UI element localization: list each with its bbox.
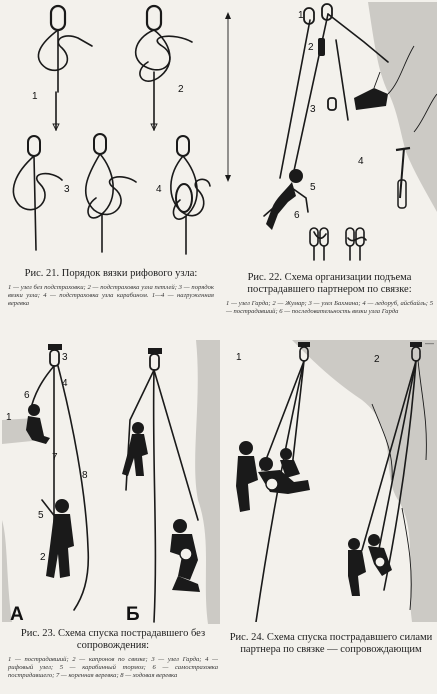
label-1: 1	[6, 412, 12, 423]
label-2: 2	[178, 84, 184, 95]
figure-21-caption	[8, 268, 214, 308]
figure-22-legend: 1 — узел Гарда; 2 — Жумар; 3 — узел Бахмана; 4 — ледоруб, айсбайль; 5 — пострадавший; 6 — последовательность вязки узла Гарда	[226, 300, 433, 315]
carabiner-icon	[28, 136, 40, 156]
carabiner-icon	[94, 134, 106, 154]
carabiner-icon	[147, 6, 161, 30]
label-5: 5	[38, 510, 44, 521]
figure-21-title: Рис. 21. Порядок вязки рифового узла:	[24, 268, 198, 279]
figure-22-title: Рис. 22. Схема организации подъема пострадавшего партнером по связке:	[247, 272, 412, 295]
figure-21-legend: 1 — узел без подстраховки; 2 — подстраховка узла петлей; 3 — порядок вязки узла; 4 — подстраховка узла карабином. 1—4 — нагруженная веревка	[8, 284, 214, 307]
label-2: 2	[374, 354, 380, 365]
boot-icon	[354, 88, 388, 110]
label-7: 7	[52, 452, 58, 463]
label-6: 6	[24, 390, 30, 401]
label-3: 3	[62, 352, 68, 363]
label-4: 4	[156, 184, 162, 195]
figure-23-caption	[8, 628, 218, 680]
rescuer-figure	[42, 499, 74, 578]
victim-figure	[170, 519, 200, 592]
victim-figure	[264, 169, 308, 230]
label-1: 1	[236, 352, 242, 363]
rescuer-figure	[236, 441, 258, 512]
figure-23-legend: 1 — пострадавший; 2 — капронов по связке; 3 — узел Гарда; 4 — рифовый узел; 5 — карабинный тормоз; 6 — самостраховка пострадавшего; 7 — коренная веревка; 8 — ходовая веревка	[8, 656, 218, 679]
figure-23-title: Рис. 23. Схема спуска пострадавшего без сопровождения:	[20, 628, 206, 651]
label-1: 1	[32, 91, 38, 102]
bachmann-knot-icon	[328, 98, 336, 110]
carabiner-icon	[50, 350, 59, 366]
figure-22-caption	[226, 272, 433, 316]
figure-24-caption	[228, 632, 434, 656]
ice-axe-icon	[396, 148, 410, 208]
carabiner-icon	[150, 354, 159, 370]
figure-23-drawing	[2, 340, 220, 624]
label-6: 6	[294, 210, 300, 221]
carabiner-icon	[51, 6, 65, 30]
panel-a-label: А	[10, 604, 24, 624]
climber-figure	[122, 422, 148, 476]
carabiner-icon	[177, 136, 189, 156]
figure-22-drawing	[218, 2, 437, 266]
label-8: 8	[82, 470, 88, 481]
page-corner-mark: —	[425, 338, 434, 348]
label-4: 4	[358, 156, 364, 167]
label-3: 3	[64, 184, 70, 195]
label-2: 2	[308, 42, 314, 53]
figure-24-drawing	[222, 340, 437, 622]
jumar-icon	[318, 38, 325, 56]
label-2: 2	[40, 552, 46, 563]
panel-b-label: Б	[126, 604, 140, 624]
figure-21-drawing	[2, 2, 215, 260]
label-3: 3	[310, 104, 316, 115]
label-1: 1	[298, 10, 304, 21]
label-4: 4	[62, 378, 68, 389]
garda-knot-sequence	[310, 228, 366, 260]
figure-24-title: Рис. 24. Схема спуска пострадавшего силами партнера по связке — сопровождающим	[229, 632, 433, 655]
label-5: 5	[310, 182, 316, 193]
